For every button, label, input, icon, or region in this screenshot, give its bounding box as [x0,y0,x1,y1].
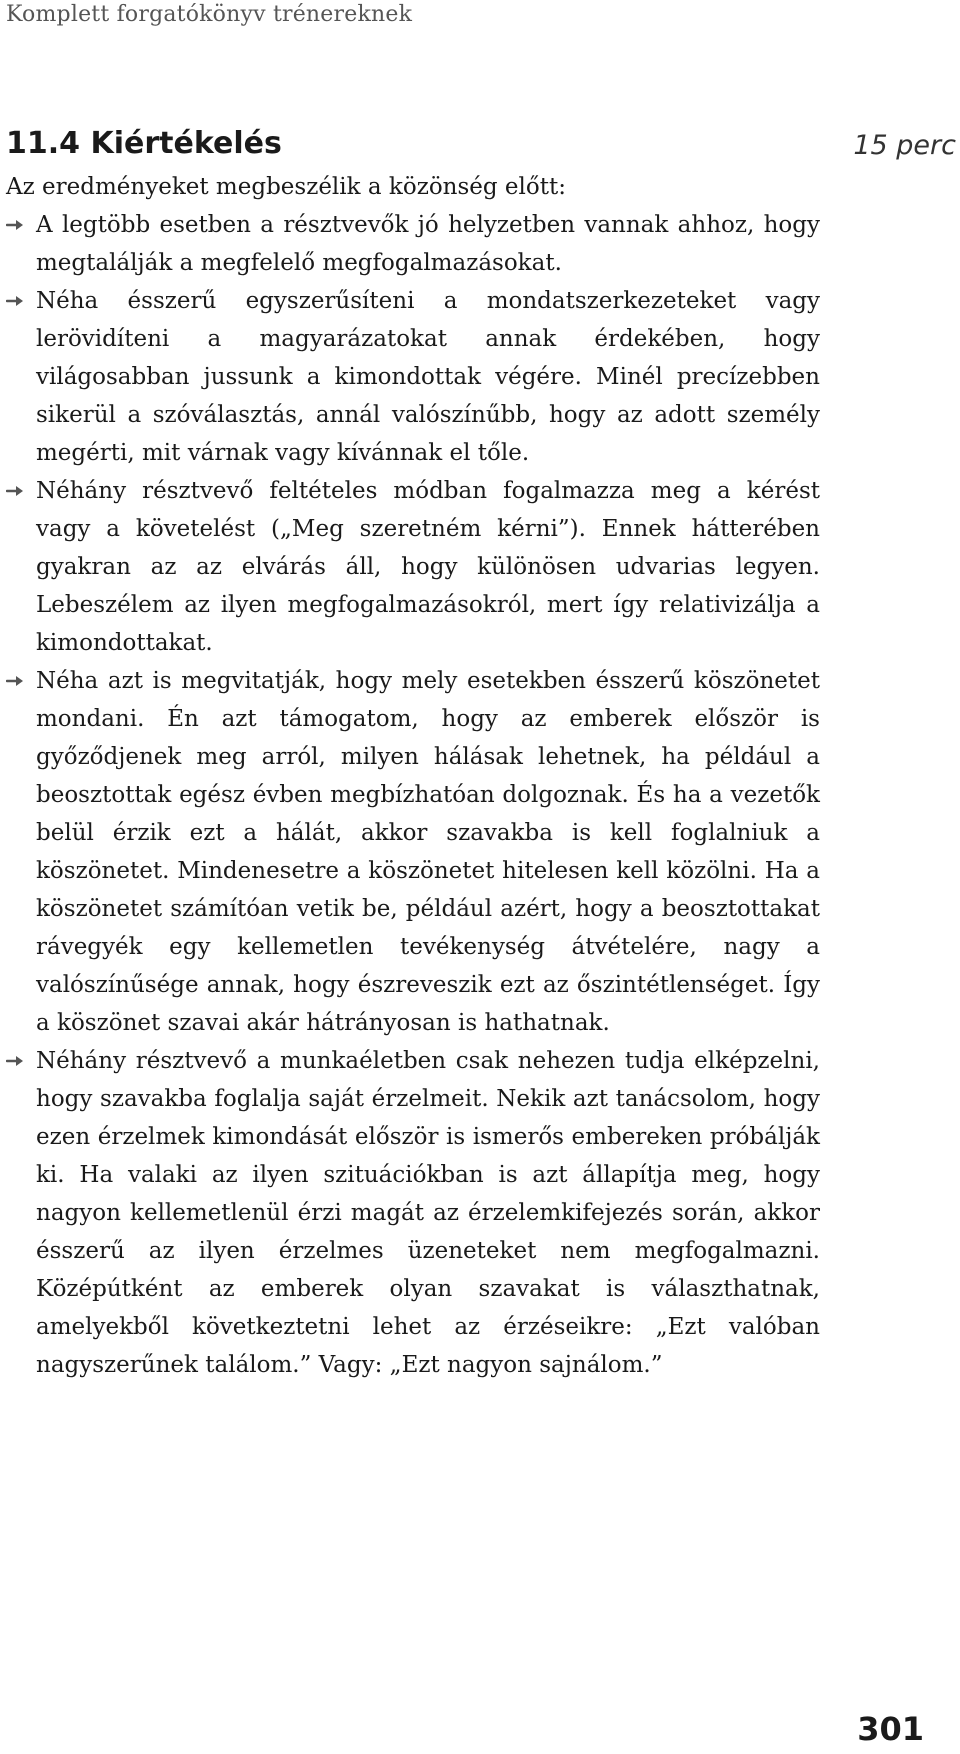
arrow-right-icon [6,1054,26,1068]
intro-text: Az eredményeket megbeszélik a közönség előtt: [6,174,566,200]
section-duration: 15 perc [853,130,956,161]
bullet-list [6,206,820,1384]
list-item-text: Néha azt is megvitatják, hogy mely esetekben ésszerű köszönetet mondani. Én azt támogatom, hogy az emberek először is győződjenek meg arról, milyen hálásak lehetnek, ha például a beosztottak egész évben megbízhatóan dolgoznak. És ha a vezetők belül érzik ezt a hálát, akkor szavakba is kell foglalniuk a köszönetet. Mindenesetre a köszönetet hitelesen kell közölni. Ha a köszönetet számítóan vetik be, például azért, hogy a beosztottakat rávegyék egy kellemetlen tevékenység átvételére, nagy a valószínűsége annak, hogy észreveszik ezt az őszintétlenséget. Így a köszönet szavai akár hátrányosan is hathatnak. [36,668,820,1036]
list-item-text: A legtöbb esetben a résztvevők jó helyzetben vannak ahhoz, hogy megtalálják a megfelelő megfogalmazásokat. [36,212,820,276]
list-item [6,206,820,282]
section-heading: 11.4 Kiértékelés [6,126,282,161]
list-item [6,472,820,662]
list-item-text: Néha ésszerű egyszerűsíteni a mondatszerkezeteket vagy lerövidíteni a magyarázatokat annak érdekében, hogy világosabban jussunk a kimondottak végére. Minél precízebben sikerül a szóválasztás, annál valószínűbb, hogy az adott személy megérti, mit várnak vagy kívánnak el tőle. [36,288,820,466]
list-item [6,282,820,472]
arrow-right-icon [6,674,26,688]
arrow-right-icon [6,294,26,308]
list-item-text: Néhány résztvevő a munkaéletben csak nehezen tudja elképzelni, hogy szavakba foglalja saját érzelmeit. Nekik azt tanácsolom, hogy ezen érzelmek kimondását először is ismerős embereken próbálják ki. Ha valaki az ilyen szituációkban is azt állapítja meg, hogy nagyon kellemetlenül érzi magát az érzelemkifejezés során, akkor ésszerű az ilyen érzelmes üzeneteket nem megfogalmazni. Középútként az emberek olyan szavakat is választhatnak, amelyekből következtetni lehet az érzéseikre: „Ezt valóban nagyszerűnek találom.” Vagy: „Ezt nagyon sajnálom.” [36,1048,820,1378]
list-item-text: Néhány résztvevő feltételes módban fogalmazza meg a kérést vagy a követelést („Meg szeretném kérni”). Ennek hátterében gyakran az az elvárás áll, hogy különösen udvarias legyen. Lebeszélem az ilyen megfogalmazásokról, mert így relativizálja a kimondottakat. [36,478,820,656]
page-body [6,168,820,1384]
running-header-title: Komplett forgatókönyv trénereknek [6,2,413,27]
list-item [6,662,820,1042]
list-item [6,1042,820,1384]
arrow-right-icon [6,484,26,498]
arrow-right-icon [6,218,26,232]
page-number: 301 [857,1710,924,1748]
